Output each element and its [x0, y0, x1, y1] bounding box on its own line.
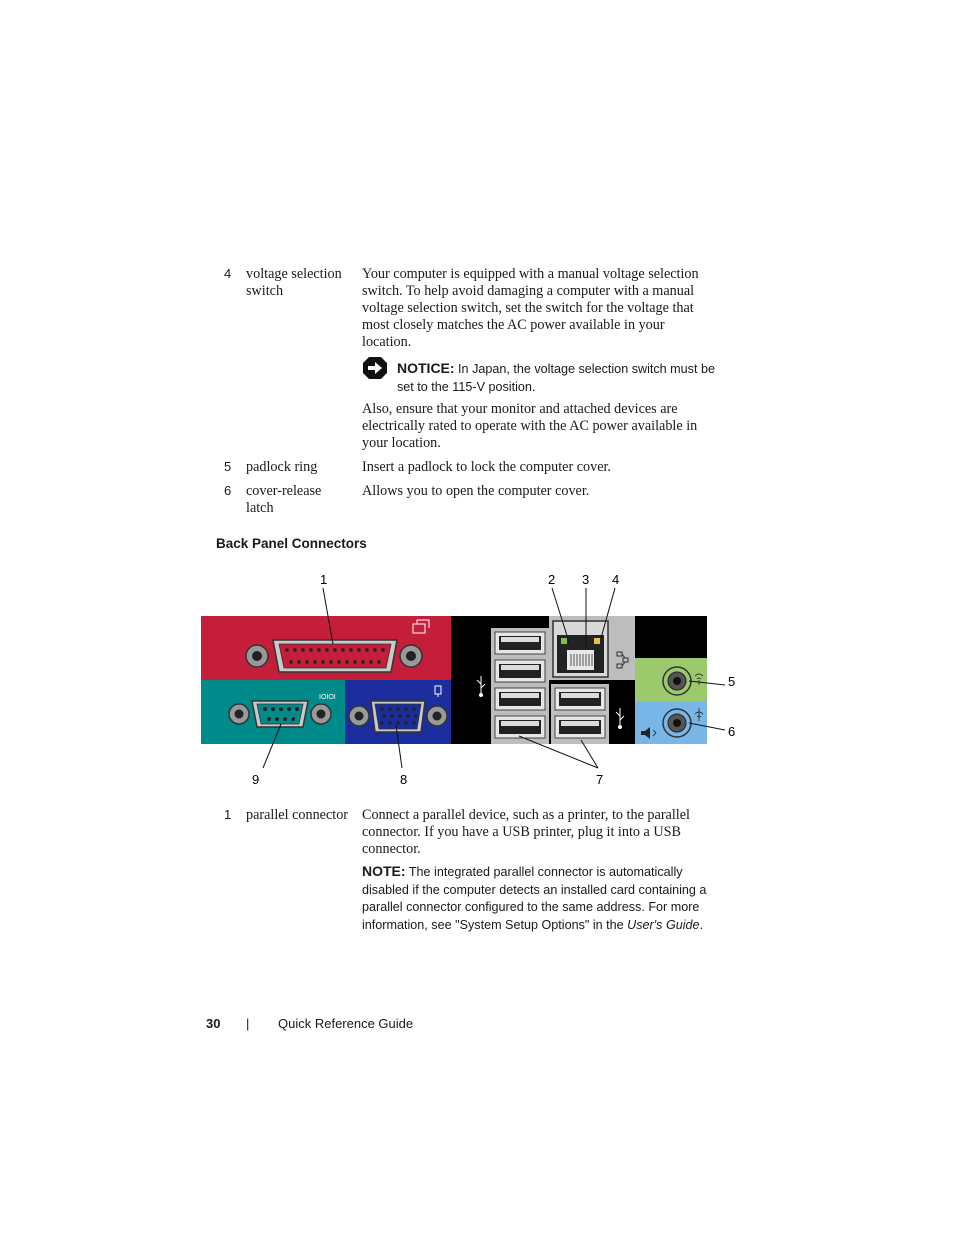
callout-5: 5 — [728, 674, 736, 689]
video-pin — [414, 714, 418, 718]
parallel-pin — [377, 660, 381, 664]
serial-pin — [267, 717, 271, 721]
serial-pin — [287, 707, 291, 711]
parallel-pin — [285, 648, 289, 652]
parallel-pin — [321, 660, 325, 664]
note-end: . — [699, 917, 704, 932]
video-pin — [412, 707, 416, 711]
network-connector — [553, 621, 608, 677]
serial-pin — [271, 707, 275, 711]
video-pin — [412, 721, 416, 725]
note-label: NOTE: — [362, 863, 406, 879]
parallel-pin — [369, 660, 373, 664]
parallel-pin — [373, 648, 377, 652]
parallel-pin — [337, 660, 341, 664]
callout-4: 4 — [612, 572, 620, 587]
parallel-pin — [289, 660, 293, 664]
row-6-name: cover-release latch — [246, 483, 322, 516]
serial-pin — [283, 717, 287, 721]
video-pin — [404, 721, 408, 725]
parallel-pin — [357, 648, 361, 652]
section-heading: Back Panel Connectors — [216, 536, 367, 551]
row-1-number: 1 — [224, 807, 232, 822]
back-panel-svg — [195, 568, 745, 788]
row-4-name: voltage selection switch — [246, 266, 342, 299]
parallel-pin — [313, 660, 317, 664]
link-integrity-light — [561, 638, 567, 644]
serial-pin — [291, 717, 295, 721]
video-pin — [380, 721, 384, 725]
line-in-jack — [663, 667, 691, 695]
callout-1: 1 — [320, 572, 328, 587]
parallel-pin — [353, 660, 357, 664]
note-paragraph — [362, 863, 714, 934]
parallel-pin — [341, 648, 345, 652]
parallel-pin — [345, 660, 349, 664]
row-1-description: Connect a parallel device, such as a printer, to the parallel connector. If you have a USB printer, plug it into a USB connector. — [362, 807, 690, 857]
serial-label: IOIOI — [319, 694, 336, 701]
row-5-description: Insert a padlock to lock the computer cover. — [362, 459, 611, 475]
row-4-number: 4 — [224, 266, 232, 281]
footer-separator: | — [246, 1016, 250, 1031]
notice-paragraph — [397, 360, 715, 396]
footer-title: Quick Reference Guide — [278, 1016, 414, 1031]
parallel-pin — [309, 648, 313, 652]
back-panel-diagram — [195, 568, 745, 788]
row-6-description: Allows you to open the computer cover. — [362, 483, 590, 499]
row-5-name: padlock ring — [246, 459, 318, 475]
parallel-pin — [329, 660, 333, 664]
parallel-pin — [325, 648, 329, 652]
usb-connector-tongue — [501, 637, 539, 642]
row-1-name: parallel connector — [246, 807, 349, 823]
video-pin — [396, 707, 400, 711]
video-pin — [404, 707, 408, 711]
callout-9: 9 — [252, 772, 260, 787]
note-italic: User's Guide — [627, 917, 700, 932]
usb-connector-tongue — [501, 665, 539, 670]
callout-3: 3 — [582, 572, 590, 587]
parallel-pin — [381, 648, 385, 652]
usb-connector-tongue — [501, 721, 539, 726]
parallel-pin — [293, 648, 297, 652]
callout-2: 2 — [548, 572, 556, 587]
network-activity-light — [594, 638, 600, 644]
row-5-number: 5 — [224, 459, 232, 474]
parallel-pin — [333, 648, 337, 652]
notice-text: In Japan, the voltage selection switch must be set to the 115-V position. — [397, 362, 715, 394]
serial-pin — [263, 707, 267, 711]
parallel-pin — [305, 660, 309, 664]
serial-pin — [295, 707, 299, 711]
notice-label: NOTICE: — [397, 360, 455, 376]
video-pin — [390, 714, 394, 718]
notice-icon — [362, 356, 388, 380]
usb-connectors-left — [491, 628, 549, 744]
video-pin — [388, 721, 392, 725]
usb-connectors-right — [551, 684, 609, 744]
row-4-description: Your computer is equipped with a manual voltage selection switch. To help avoid damaging a computer with a manual voltage selection switch, set the switch for the voltage that most closely matches the AC power available in your location. — [362, 266, 699, 350]
page-number: 30 — [206, 1016, 221, 1031]
serial-connector — [229, 701, 331, 727]
also-paragraph: Also, ensure that your monitor and attached devices are electrically rated to operate with the AC power available in your location. — [362, 401, 698, 451]
video-pin — [406, 714, 410, 718]
callout-7: 7 — [596, 772, 604, 787]
parallel-pin — [317, 648, 321, 652]
row-6-number: 6 — [224, 483, 232, 498]
usb-connector-tongue — [561, 693, 599, 698]
note-text: The integrated parallel connector is automatically disabled if the computer detects an installed card containing a parallel connector configured to the same address. For more information, see "System Setup Options" in the — [362, 865, 707, 932]
video-pin — [388, 707, 392, 711]
parallel-pin — [297, 660, 301, 664]
parallel-pin — [349, 648, 353, 652]
serial-pin — [279, 707, 283, 711]
video-pin — [398, 714, 402, 718]
callout-6: 6 — [728, 724, 736, 739]
usb-connector-tongue — [561, 721, 599, 726]
line-out-jack — [663, 709, 691, 737]
video-pin — [396, 721, 400, 725]
serial-pin — [275, 717, 279, 721]
parallel-pin — [365, 648, 369, 652]
video-pin — [380, 707, 384, 711]
video-pin — [382, 714, 386, 718]
callout-8: 8 — [400, 772, 408, 787]
usb-connector-tongue — [501, 693, 539, 698]
parallel-pin — [301, 648, 305, 652]
parallel-pin — [361, 660, 365, 664]
